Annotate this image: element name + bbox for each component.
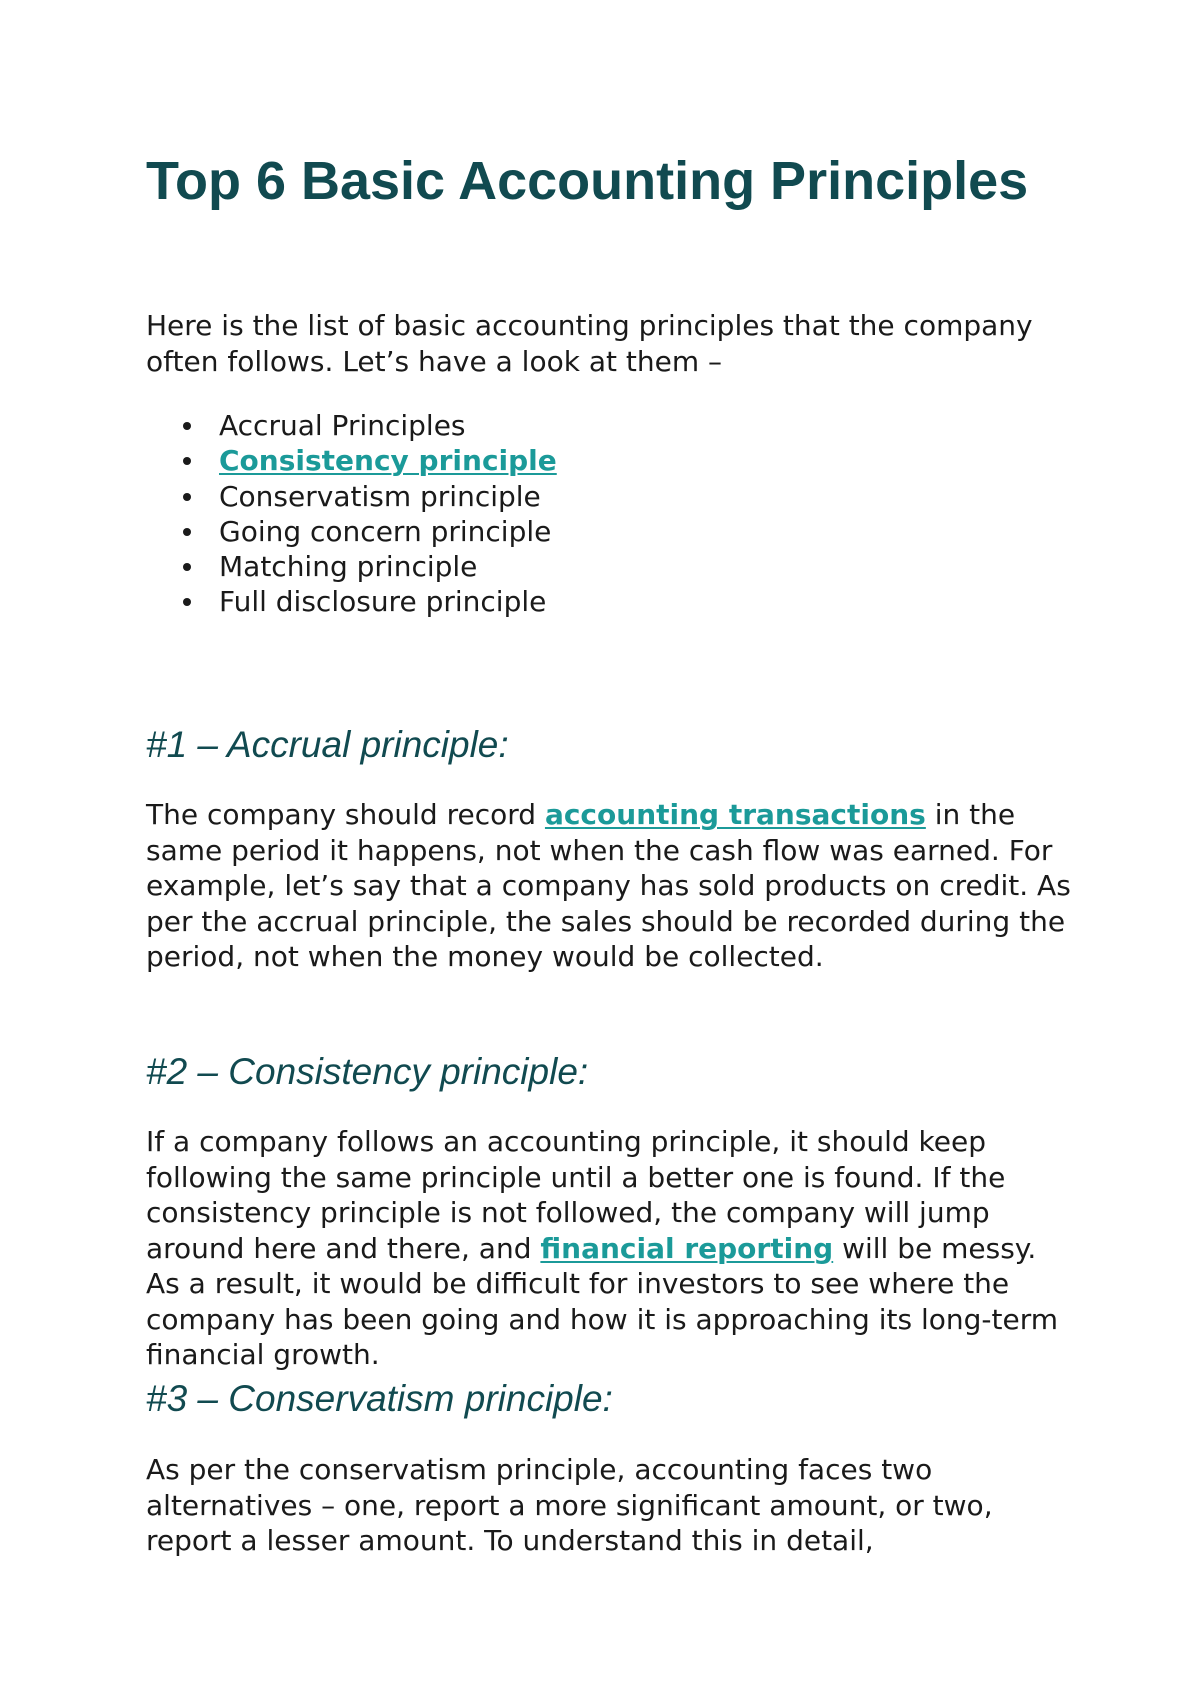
principles-list: [146, 408, 1046, 620]
bullet-icon: [183, 598, 191, 606]
paragraph-text: in the same period it happens, not when the cash flow was earned. For example, let’s say that a company has sold products on credit. As per the accrual principle, the sales should be recorded during the period, not when the money would be collected.: [146, 798, 1071, 973]
financial-reporting-link[interactable]: financial reporting: [540, 1231, 834, 1265]
section-paragraph-conservatism: As per the conservatism principle, accounting faces two alternatives – one, report a more significant amount, or two, report a lesser amount. To understand this in detail,: [146, 1453, 993, 1557]
intro-paragraph: Here is the list of basic accounting principles that the company often follows. Let’s have a look at them –: [146, 309, 1033, 378]
bullet-icon: [183, 563, 191, 571]
section-heading-accrual: #1 – Accrual principle:: [146, 724, 509, 765]
bullet-icon: [183, 457, 191, 465]
accounting-transactions-link[interactable]: accounting transactions: [544, 798, 926, 831]
bullet-icon: [183, 422, 191, 430]
list-item-label: Conservatism principle: [219, 479, 541, 513]
bullet-icon: [183, 493, 191, 501]
list-item: [146, 549, 1046, 584]
paragraph-text: If a company follows an accounting principle, it should keep following the same principle until a better one is found. If the consistency principle is not followed, the company will jump around here and there, and: [146, 1125, 1006, 1265]
list-item: [146, 584, 1046, 619]
list-item-label: Going concern principle: [219, 514, 552, 548]
consistency-principle-link[interactable]: Consistency principle: [219, 444, 557, 478]
section-paragraph-consistency: [146, 1124, 1076, 1373]
section-paragraph-accrual: [146, 797, 1076, 975]
section-heading-consistency: #2 – Consistency principle:: [146, 1051, 589, 1092]
list-item-label: Matching principle: [219, 550, 478, 584]
bullet-icon: [183, 528, 191, 536]
paragraph-text: will be messy. As a result, it would be difficult for investors to see where the company has been going and how it is approaching its long-term financial growth.: [146, 1231, 1059, 1371]
list-item-label: Full disclosure principle: [219, 585, 547, 619]
list-item[interactable]: [146, 443, 1046, 478]
list-item: [146, 514, 1046, 549]
paragraph-text: The company should record: [146, 798, 545, 831]
list-item: [146, 408, 1046, 443]
list-item: [146, 479, 1046, 514]
section-heading-conservatism: #3 – Conservatism principle:: [146, 1378, 613, 1419]
document-title: Top 6 Basic Accounting Principles: [146, 151, 1029, 211]
list-item-label: Accrual Principles: [219, 409, 466, 442]
